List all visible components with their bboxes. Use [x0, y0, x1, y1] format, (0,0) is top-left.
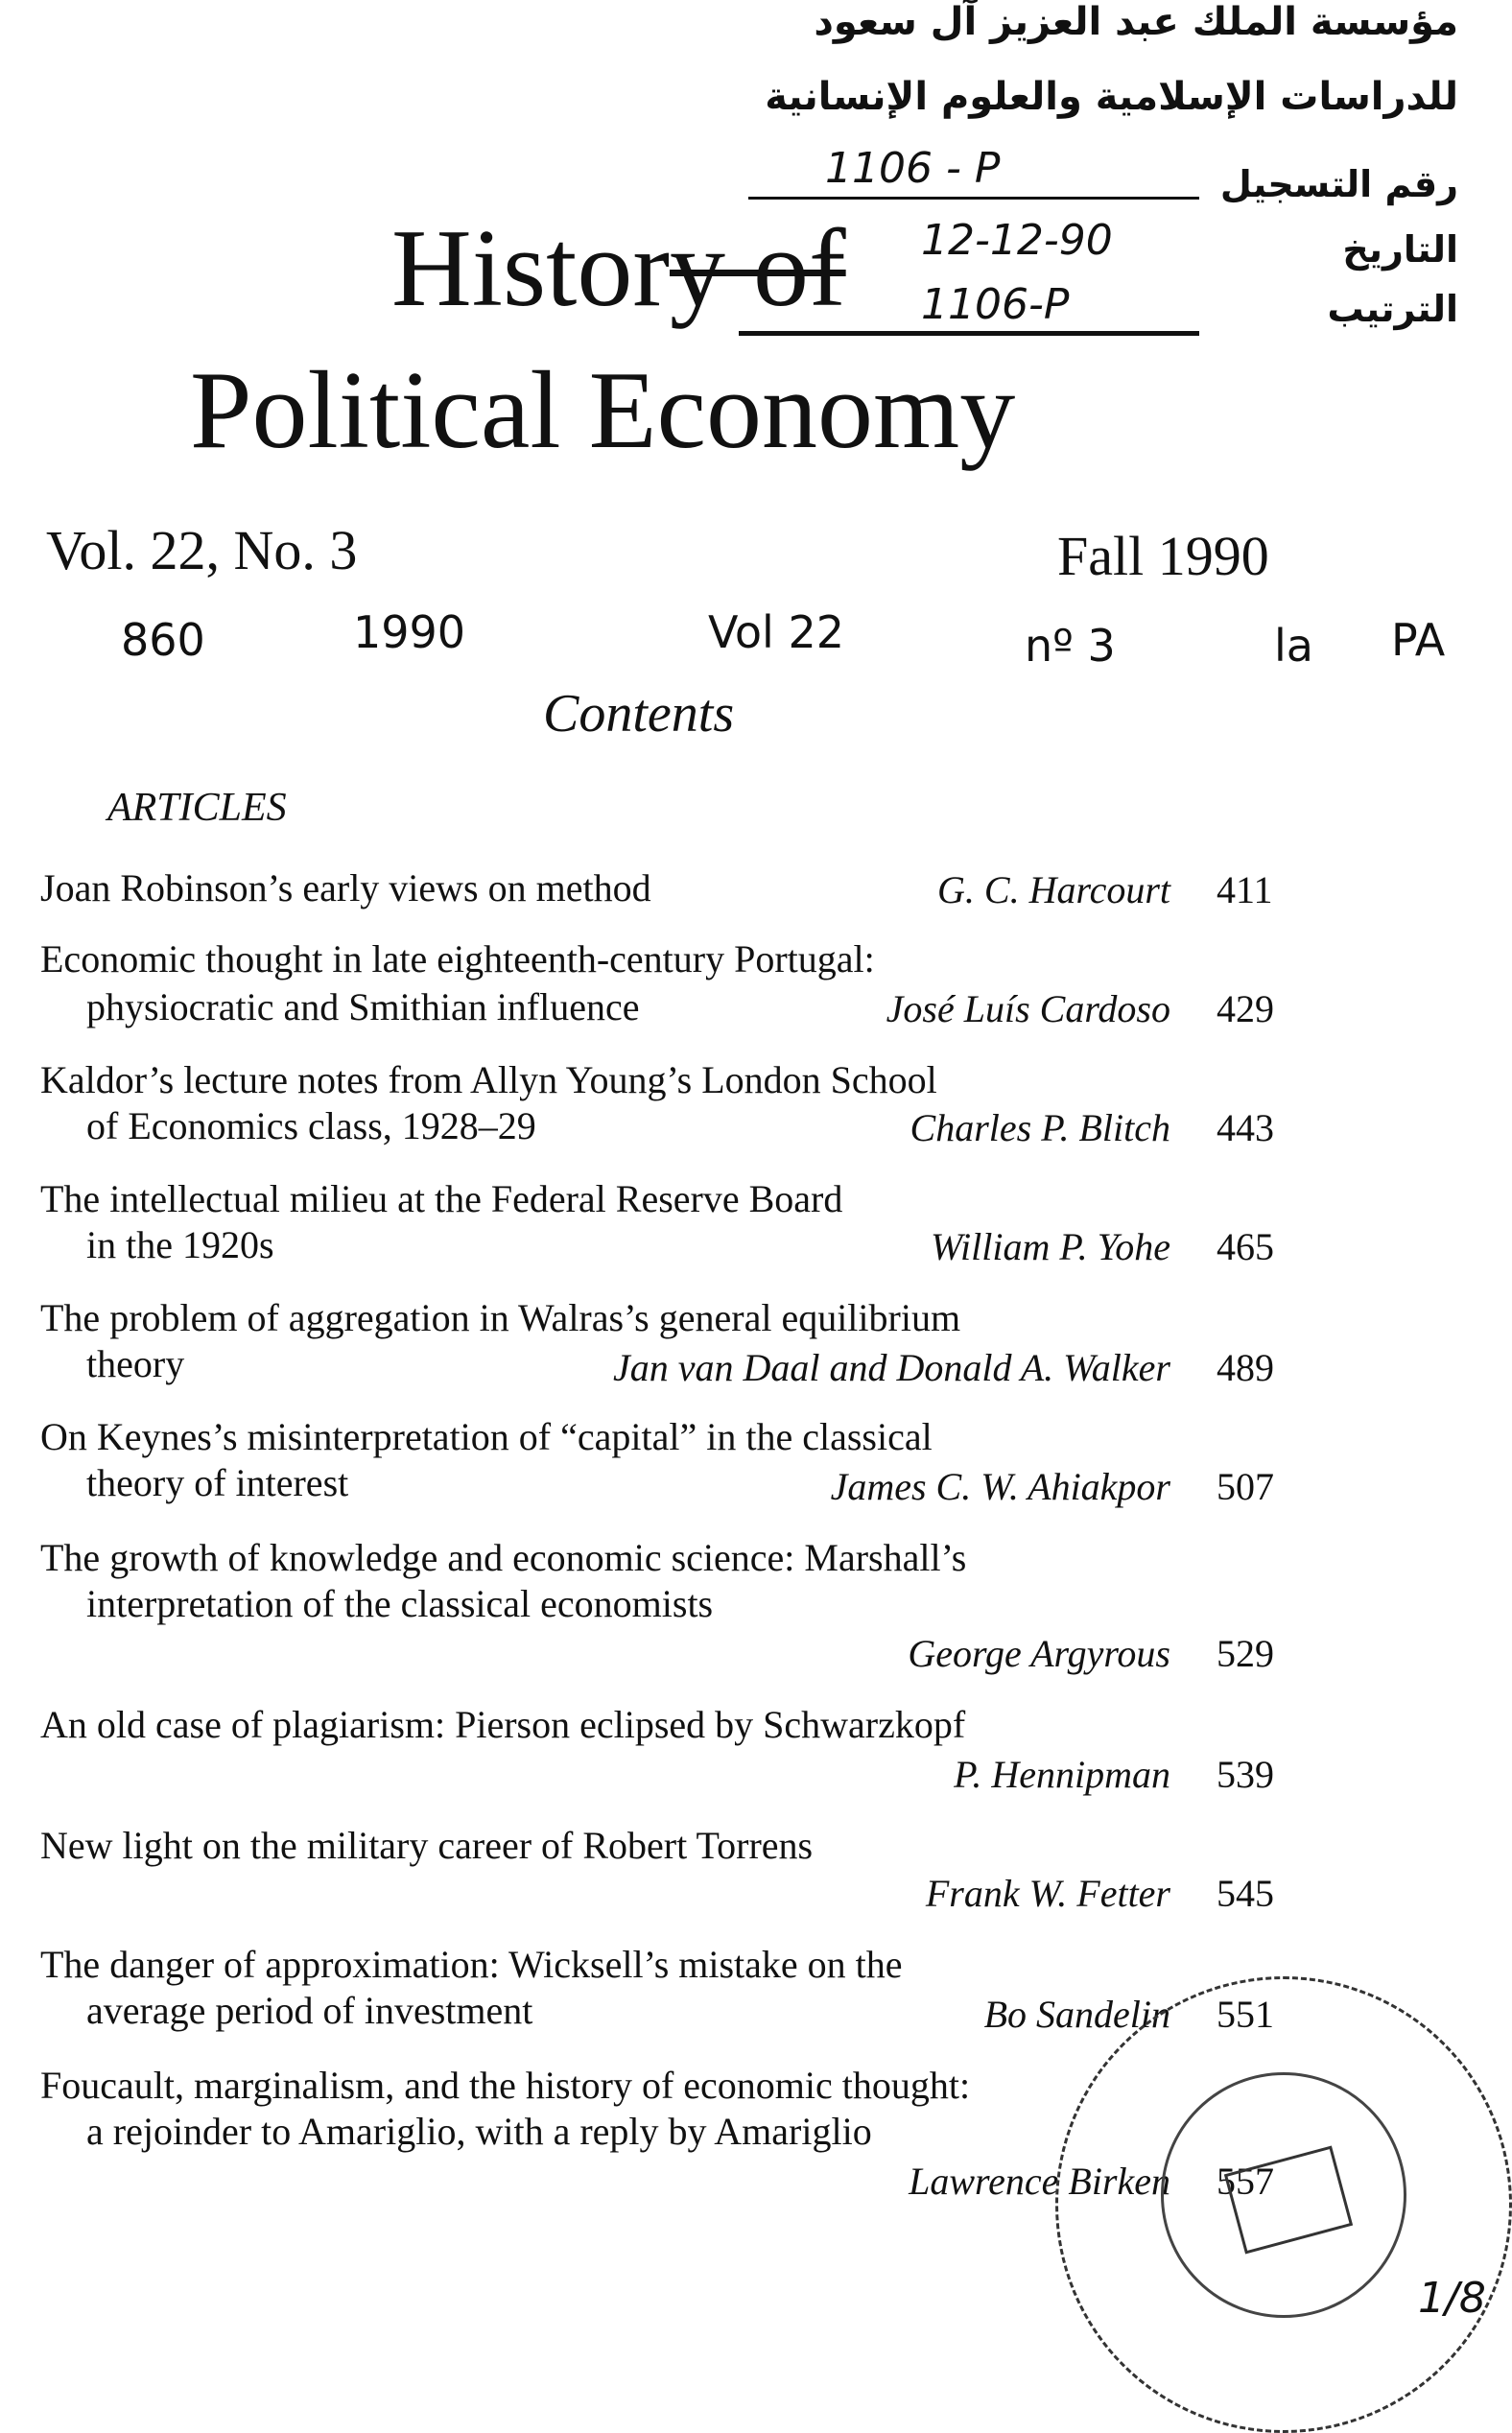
- section-articles: ARTICLES: [107, 786, 287, 830]
- article-6-page: 507: [1217, 1465, 1274, 1508]
- catalog-note-1: 860: [121, 614, 205, 666]
- article-7-author: George Argyrous: [908, 1632, 1170, 1675]
- stamp-institution-line1: مؤسسة الملك عبد العزيز آل سعود: [814, 0, 1458, 44]
- stamp-institution-line2: للدراسات الإسلامية والعلوم الإنسانية: [765, 75, 1458, 119]
- article-2-author: José Luís Cardoso: [886, 987, 1170, 1030]
- margin-mark: 1/8: [1418, 2274, 1486, 2323]
- article-2-title-cont: physiocratic and Smithian influence: [86, 985, 640, 1028]
- article-6-title: On Keynes’s misinterpretation of “capital” in the classical: [40, 1415, 933, 1458]
- article-5-page: 489: [1217, 1346, 1274, 1389]
- journal-title-line1: [391, 207, 846, 330]
- article-9-page: 545: [1217, 1872, 1274, 1915]
- catalog-note-4: nº 3: [1025, 620, 1116, 672]
- article-4-page: 465: [1217, 1225, 1274, 1268]
- article-11-page: 557: [1217, 2160, 1274, 2203]
- contents-heading: Contents: [543, 684, 735, 744]
- article-3-author: Charles P. Blitch: [910, 1106, 1170, 1149]
- article-4-title: The intellectual milieu at the Federal Reserve Board: [40, 1177, 843, 1220]
- article-10-title-cont: average period of investment: [86, 1989, 533, 2032]
- article-4-author: William P. Yohe: [930, 1225, 1170, 1268]
- article-8-page: 539: [1217, 1753, 1274, 1796]
- article-6-author: James C. W. Ahiakpor: [830, 1465, 1170, 1508]
- article-4-title-cont: in the 1920s: [86, 1223, 274, 1266]
- article-10-title: The danger of approximation: Wicksell’s mistake on the: [40, 1943, 903, 1986]
- article-6-title-cont: theory of interest: [86, 1461, 349, 1504]
- article-1-title: Joan Robinson’s early views on method: [40, 866, 651, 909]
- article-3-page: 443: [1217, 1106, 1274, 1149]
- catalog-note-6: PA: [1391, 614, 1446, 666]
- article-8-title: An old case of plagiarism: Pierson eclipsed by Schwarzkopf: [40, 1703, 966, 1746]
- stamp-classification-value: 1106-P: [921, 280, 1070, 329]
- article-1-author: G. C. Harcourt: [937, 868, 1170, 911]
- article-2-title: Economic thought in late eighteenth-century Portugal:: [40, 937, 875, 980]
- catalog-note-2: 1990: [353, 606, 466, 658]
- article-11-title: Foucault, marginalism, and the history of economic thought:: [40, 2064, 971, 2107]
- article-5-title: The problem of aggregation in Walras’s general equilibrium: [40, 1296, 961, 1339]
- stamp-registration-label: رقم التسجيل: [1219, 163, 1458, 205]
- article-3-title: Kaldor’s lecture notes from Allyn Young’s London School: [40, 1058, 937, 1101]
- stamp-registration-rule: [748, 197, 1199, 200]
- article-7-title: The growth of knowledge and economic science: Marshall’s: [40, 1536, 967, 1579]
- title-struck-part: y of: [670, 207, 846, 330]
- article-5-title-cont: theory: [86, 1342, 185, 1385]
- stamp-date-label: التاريخ: [1342, 228, 1458, 271]
- article-9-author: Frank W. Fetter: [925, 1872, 1170, 1915]
- catalog-note-3: Vol 22: [708, 606, 844, 658]
- volume-number: Vol. 22, No. 3: [46, 519, 358, 581]
- article-3-title-cont: of Economics class, 1928–29: [86, 1104, 536, 1147]
- stamp-classification-label: الترتيب: [1327, 288, 1458, 330]
- article-7-page: 529: [1217, 1632, 1274, 1675]
- stamp-registration-value: 1106 - P: [825, 144, 1001, 193]
- article-2-page: 429: [1217, 987, 1274, 1030]
- issue-season: Fall 1990: [1057, 525, 1269, 587]
- stamp-classification-rule: [739, 331, 1199, 336]
- article-10-author: Bo Sandelin: [983, 1993, 1170, 2036]
- journal-title-line2: Political Economy: [190, 349, 1016, 472]
- article-8-author: P. Hennipman: [954, 1753, 1170, 1796]
- catalog-note-5: la: [1274, 620, 1313, 672]
- title-part: Histor: [391, 207, 670, 330]
- article-9-title: New light on the military career of Robert Torrens: [40, 1824, 814, 1867]
- article-5-author: Jan van Daal and Donald A. Walker: [612, 1346, 1170, 1389]
- stamp-date-value: 12-12-90: [921, 216, 1113, 265]
- article-10-page: 551: [1217, 1993, 1274, 2036]
- article-1-page: 411: [1217, 868, 1273, 911]
- article-11-author: Lawrence Birken: [909, 2160, 1170, 2203]
- article-7-title-cont: interpretation of the classical economists: [86, 1582, 714, 1625]
- article-11-title-cont: a rejoinder to Amariglio, with a reply by Amariglio: [86, 2110, 872, 2153]
